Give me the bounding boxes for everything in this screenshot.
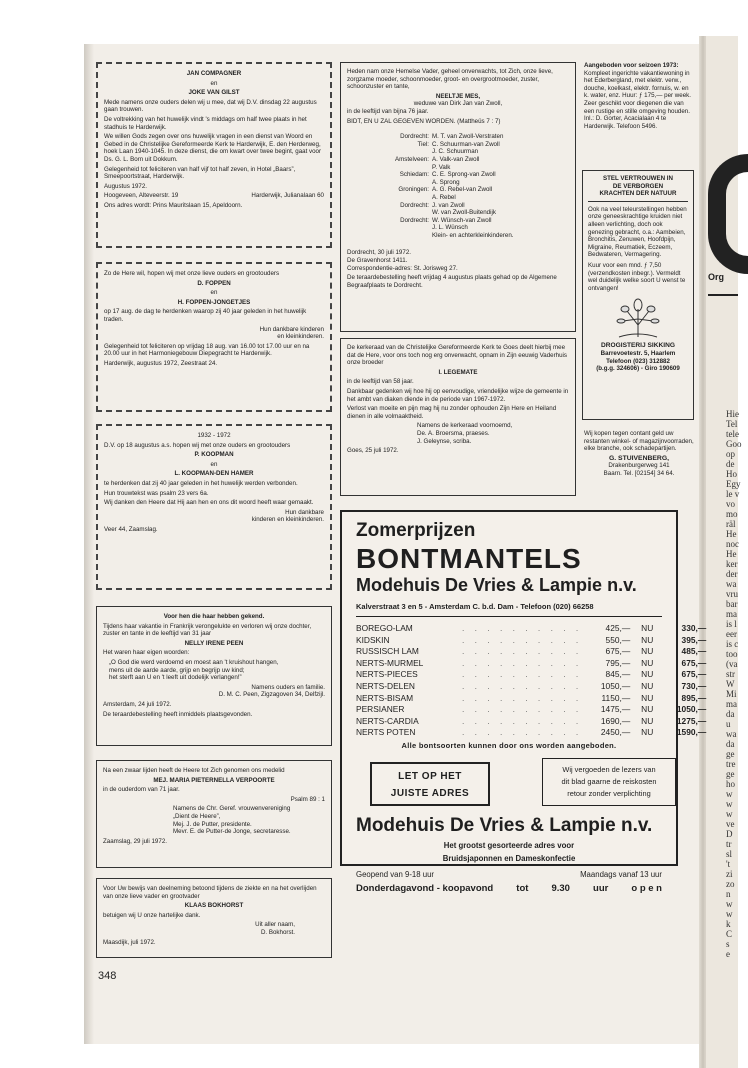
- paragraph: Heden nam onze Hemelse Vader, geheel onverwachts, tot Zich, onze lieve, zorgzame moeder, schoonmoeder, groot- en overgrootmoeder, zuster, schoonzuster en tante,: [347, 68, 553, 91]
- paragraph: Dankbaar gedenken wij hoe hij op eenvoudige, vriendelijke wijze de gemeente in het ambt van diaken diende in de periode van 1967-1972.: [347, 387, 569, 403]
- new-price: 1590,—: [676, 727, 707, 738]
- paragraph: Mede namens onze ouders delen wij u mee, dat wij D.V. dinsdag 22 augustus gaan trouwen.: [104, 98, 317, 114]
- next-page-fragment-line: W: [726, 679, 735, 689]
- family-place: [367, 209, 429, 217]
- old-price: 1050,—: [600, 680, 631, 691]
- new-price: 730,—: [681, 680, 707, 691]
- next-page-fragment-line: vo: [726, 499, 735, 509]
- thanks: kinderen en kleinkinderen.: [251, 516, 324, 524]
- thanks: en kleinkinderen.: [277, 333, 324, 341]
- old-price: 1150,—: [601, 692, 631, 703]
- name: L. KOOPMAN-DEN HAMER: [174, 470, 254, 478]
- dot-leader: . . . . . . . . . .: [462, 669, 583, 680]
- price-row: [356, 634, 707, 647]
- address: De Gravenhorst 1411.: [347, 257, 408, 265]
- signature: Mevr. E. de Putter-de Jonge, secretaresse.: [173, 828, 291, 836]
- next-page-fragment-line: da: [726, 709, 735, 719]
- dot-leader: . . . . . . . . . .: [462, 715, 583, 726]
- next-page-fragment-line: is c: [726, 639, 739, 649]
- next-page-fragment-line: str: [726, 669, 735, 679]
- new-price: 395,—: [681, 634, 707, 645]
- intro: D.V. op 18 augustus a.s. hopen wij met onze ouders en grootouders: [104, 441, 291, 449]
- next-page-fragment-line: mo: [726, 509, 738, 519]
- family-place: Dordrecht:: [400, 201, 429, 209]
- announcement-foppen: [96, 262, 332, 412]
- announcement-compagner: [96, 62, 332, 248]
- name: G. STUIVENBERG,: [608, 454, 670, 462]
- date: Goes, 25 juli 1972.: [347, 447, 399, 455]
- thanks: Hun dankbare: [285, 508, 324, 516]
- obituary-mes: [340, 62, 576, 332]
- family-place: [367, 164, 429, 172]
- next-page-fragment-line: Ho: [726, 469, 737, 479]
- family-names: P. Valk: [432, 163, 451, 171]
- old-price: 2450,—: [600, 727, 631, 738]
- ad-title: BONTMANTELS: [356, 543, 582, 574]
- family-place: Dordrecht:: [400, 216, 429, 224]
- phone: Baarn. Tel. [02154] 34 64.: [603, 469, 675, 477]
- price-list: [356, 623, 707, 739]
- dot-leader: . . . . . . . . . .: [462, 680, 583, 691]
- obituary-verpoorte: [96, 760, 332, 868]
- psalm: Psalm 89 : 1: [290, 795, 325, 803]
- dot-leader: . . . . . . . . . .: [462, 657, 583, 668]
- now-label: NU: [641, 623, 654, 633]
- tagline: Bruidsjaponnen en Dameskonfectie: [442, 853, 576, 863]
- paragraph: Kuur voor een mnd. ƒ 7,50 (verzendkosten inbegr.). Vermeldt wel duidelijk welke soort U wenst te ontvangen!: [588, 261, 686, 292]
- funeral-note: De teraardebestelling heeft vrijdag 4 augustus plaats gehad op de Algemene Begraafplaats te Dordrecht.: [347, 274, 557, 289]
- next-page-fragment-line: tre: [726, 759, 736, 769]
- fur-type: NERTS-PIECES: [356, 669, 418, 680]
- next-page-fragment-line: noc: [726, 539, 739, 549]
- next-page-fragment-line: bar: [726, 599, 738, 609]
- price-row: [356, 646, 707, 658]
- next-page-fragment-line: sl: [726, 849, 733, 859]
- next-page-fragment-line: C: [726, 929, 733, 939]
- herb-illustration: [611, 295, 665, 339]
- fur-type: NERTS-DELEN: [356, 680, 415, 691]
- family-place: [367, 224, 429, 232]
- hours-weekday: Geopend van 9-18 uur: [356, 869, 435, 879]
- notice-line: Wij vergoeden de lezers van: [562, 764, 656, 774]
- date: Augustus 1972.: [104, 182, 148, 190]
- future-address: Ons adres wordt: Prins Mauritslaan 15, Apeldoorn.: [104, 201, 243, 209]
- fur-type: NERTS-MURMEL: [356, 657, 424, 668]
- paragraph: We willen Gods zegen over ons huwelijk vragen in een dienst van Woord en Gebed in de Christelijke Gereformeerde Kerk te Harderwijk, E. den Herderweg, hoek Laan 1940-1045. In deze dienst, die om kwart over twee begint, gaat voor Ds. G. L. Born uit Dokkum.: [104, 133, 322, 163]
- next-page-fragment-line: (va: [726, 659, 738, 669]
- next-page-fragment-line: op: [726, 449, 735, 459]
- shop-address: Barrevoetestr. 5, Haarlem: [600, 349, 676, 357]
- correspondence: Correspondentie-adres: St. Jorisweg 27.: [347, 264, 458, 272]
- name: I. LEGEMATE: [438, 368, 478, 376]
- next-page-fragment-line: vru: [726, 589, 738, 599]
- old-price: 1690,—: [600, 715, 631, 726]
- next-page-fragment-line: 't: [726, 859, 731, 869]
- place-date: Harderwijk, augustus 1972, Zeestraat 24.: [104, 359, 218, 367]
- paragraph: Verlost van moeite en pijn mag hij nu zonder ophouden Zijn Here en Heiland dienen in alle volmaaktheid.: [347, 405, 557, 420]
- next-page-fragment-line: D: [726, 829, 733, 839]
- now-label: NU: [641, 680, 654, 691]
- dot-leader: . . . . . . . . . .: [462, 623, 583, 633]
- paragraph: Kompleet ingerichte vakantiewoning in het Ederbergland, met elektr. verw., douche, koelkast, elektr. fornuis, w. en k. water, enz. Huur: ƒ 175,— per week. Zeer geschikt voor diegenen die van een rustige en stille omgeving houden.: [584, 69, 691, 115]
- old-price: 845,—: [605, 669, 631, 680]
- shop-address: Kalverstraat 3 en 5 - Amsterdam C. b.d. Dam - Telefoon (020) 66258: [356, 602, 662, 617]
- signature: „Dient de Heere”,: [173, 812, 221, 820]
- age: in de ouderdom van 71 jaar.: [103, 786, 180, 794]
- name: NELLY IRENE PEEN: [184, 639, 244, 647]
- next-page-fragment-line: ge: [726, 769, 735, 779]
- signature: Namens de Chr. Geref. vrouwenvereniging: [173, 805, 291, 813]
- family-names: A. Valk-van Zwoll: [432, 155, 480, 163]
- fur-type: NERTS-CARDIA: [356, 715, 419, 726]
- family-place: Schiedam:: [399, 171, 429, 179]
- next-page-fragment-line: u: [726, 719, 731, 729]
- tagline: Het grootst gesorteerde adres voor: [443, 840, 575, 850]
- name: H. FOPPEN-JONGETJES: [177, 298, 251, 306]
- address: Drakenburgerweg 141: [608, 462, 670, 470]
- next-page-fragment-line: Mi: [726, 689, 737, 699]
- paragraph: Voor Uw bewijs van deelneming betoond tijdens de ziekte en na het overlijden van onze lieve vader en grootvader: [103, 885, 317, 900]
- price-row: [356, 715, 707, 728]
- next-page-fragment-line: is l: [726, 619, 737, 629]
- paragraph: Het waren haar eigen woorden:: [103, 649, 190, 657]
- price-row: [356, 623, 707, 635]
- fur-type: NERTS-BISAM: [356, 692, 414, 703]
- note: De teraardebestelling heeft inmiddels plaatsgevonden.: [103, 710, 253, 718]
- price-row: [356, 680, 707, 693]
- fur-type: PERSIANER: [356, 704, 405, 715]
- family-place: Tiel:: [417, 140, 429, 148]
- next-page-fragment-line: w: [726, 789, 733, 799]
- quote-line: mens uit de aarde aarde, grijp en begrijp uw kind;: [109, 666, 245, 674]
- paragraph: Wij danken den Heere dat Hij aan hen en ons dit woord heeft waar gemaakt.: [104, 499, 314, 507]
- notice-row: [356, 758, 662, 812]
- next-page-fragment-line: tr: [726, 839, 732, 849]
- price-row: [356, 657, 707, 670]
- ad-bontmantels: [340, 510, 707, 894]
- next-page-large-letter: [708, 154, 748, 274]
- paragraph: te herdenken dat zij 40 jaar geleden in het huwelijk werden verbonden.: [104, 479, 298, 487]
- family-place: Dordrecht:: [400, 133, 429, 141]
- fur-type: NERTS POTEN: [356, 727, 416, 738]
- page-shade: [84, 44, 94, 1044]
- now-label: NU: [641, 646, 654, 657]
- age: in de leeftijd van bijna 76 jaar.: [347, 107, 429, 115]
- signature: Mej. J. de Putter, presidente.: [173, 820, 252, 828]
- old-price: 1475,—: [600, 704, 631, 715]
- date: Dordrecht, 30 juli 1972.: [347, 249, 411, 257]
- family-names: W. Wünsch-van Zwoll: [432, 216, 492, 224]
- old-price: 675,—: [605, 646, 631, 657]
- conjunction: en: [210, 460, 218, 468]
- next-page-fragment-line: le v: [726, 489, 740, 499]
- price-row: [356, 704, 707, 716]
- new-price: 330,—: [681, 623, 707, 633]
- heading: Voor hen die haar hebben gekend.: [163, 613, 265, 620]
- next-page-fragment-line: He: [726, 549, 737, 559]
- verse: BIDT, EN U ZAL GEGEVEN WORDEN. (Mattheüs 7 : 7): [347, 117, 501, 125]
- family-names: Klein- en achterkleinkinderen.: [432, 231, 514, 239]
- now-label: NU: [641, 669, 654, 680]
- name: P. KOOPMAN: [194, 451, 234, 459]
- heading: KRACHTEN DER NATUUR: [588, 190, 688, 202]
- thanks-bokhorst: [96, 878, 332, 958]
- next-page-fragment-line: Tel: [726, 419, 738, 429]
- price-row: [356, 669, 707, 681]
- paragraph: Ook na veel teleurstellingen hebben onze geneeskrachtige kruiden niet alleen verlichting, doch ook genezing gebracht, o.a.: Aambeien, Bronchitis, Zenuwen, Hoofdpijn, Migraine, Reumatiek, Eczeem, Bedwateren, Vermagering.: [588, 205, 687, 259]
- family-names: C. E. Sprong-van Zwoll: [432, 171, 496, 179]
- new-price: 675,—: [681, 669, 707, 680]
- now-label: NU: [641, 657, 654, 668]
- signature: Namens ouders en familie.: [251, 683, 325, 691]
- fur-type: RUSSISCH LAM: [356, 646, 419, 657]
- new-price: 1050,—: [676, 704, 707, 715]
- dot-leader: . . . . . . . . . .: [462, 646, 583, 657]
- travel-cost-box: [542, 758, 676, 806]
- old-price: 425,—: [605, 623, 631, 633]
- next-page-fragment-line: w: [726, 899, 733, 909]
- next-page-fragment-line: ma: [726, 699, 737, 709]
- paragraph: betuigen wij U onze hartelijke dank.: [103, 911, 201, 919]
- price-row: [356, 692, 707, 705]
- quote-line: het sterft aan U en 't leeft uit dodelijk verlangen!”: [109, 674, 242, 682]
- ad-drogisterij-sikking: [582, 170, 694, 420]
- conjunction: en: [210, 289, 218, 297]
- next-page-fragment-line: eer: [726, 629, 737, 639]
- late-opening: [356, 883, 662, 894]
- signature: D. M. C. Peen, Zigzagoven 34, Delfzijl.: [218, 691, 325, 699]
- signature: J. Geleynse, scriba.: [417, 437, 472, 445]
- name: KLAAS BOKHORST: [184, 902, 244, 910]
- opening-hours: [356, 870, 662, 879]
- family-place: Groningen:: [398, 186, 429, 194]
- thanks: Hun dankbare kinderen: [259, 325, 324, 333]
- paragraph: Tijdens haar vakantie in Frankrijk verongelukte en verloren wij onze dochter, zuster en tante in de leeftijd van 31 jaar: [103, 622, 312, 638]
- family-place: [367, 179, 429, 187]
- next-page-fragment-line: Goo: [726, 439, 742, 449]
- new-price: 895,—: [681, 692, 707, 703]
- heading: Aangeboden voor seizoen 1973:: [584, 62, 679, 69]
- date: Amsterdam, 24 juli 1972.: [103, 700, 172, 708]
- dot-leader: . . . . . . . . . .: [462, 704, 583, 715]
- conjunction: en: [210, 79, 218, 87]
- family-names: A. Sprong: [432, 178, 460, 186]
- paragraph: Wij kopen tegen contant geld uw restanten winkel- of magazijnvoorraden, elke branche, ook schadepartijen.: [584, 430, 694, 453]
- addresses: [104, 192, 324, 200]
- shop-name: Modehuis De Vries & Lampie n.v.: [356, 575, 637, 595]
- shop-name: DROGISTERIJ SIKKING: [600, 342, 675, 350]
- price-row: [356, 727, 707, 739]
- family-place: [367, 232, 429, 240]
- dot-leader: . . . . . . . . . .: [462, 727, 583, 738]
- name: NEELTJE MES,: [435, 92, 481, 100]
- place: Veer 44, Zaamslag.: [104, 525, 158, 533]
- next-page-fragment-line: ve: [726, 819, 735, 829]
- next-page-fragment-line: der: [726, 569, 738, 579]
- new-price: 1275,—: [676, 715, 707, 726]
- late-opening-tot: tot: [516, 882, 529, 894]
- next-page-fragment-line: Egy: [726, 479, 741, 489]
- signature: Namens de kerkeraad voornoemd,: [417, 422, 513, 430]
- old-price: 550,—: [605, 634, 631, 645]
- correct-address-box: [370, 762, 490, 806]
- summer-prices-label: Zomerprijzen: [356, 520, 476, 541]
- paragraph: De voltrekking van het huwelijk vindt 's middags om half twee plaats in het stadhuis te Harderwijk.: [104, 115, 307, 131]
- family-place: [367, 148, 429, 156]
- notice-line: retour zonder verplichting: [567, 788, 651, 798]
- paragraph: Hun trouwtekst was psalm 23 vers 6a.: [104, 489, 209, 497]
- next-page-fragment-line: He: [726, 529, 737, 539]
- notice-line: LET OP HET: [398, 770, 462, 782]
- date: Maasdijk, juli 1972.: [103, 938, 156, 946]
- paragraph: De kerkeraad van de Christelijke Gereformeerde Kerk te Goes deelt hierbij mee dat de Here, voor ons toch nog erg onverwacht, opnam in Zijn eeuwig Vaderhuis onze broeder: [347, 344, 568, 367]
- signature: D. Bokhorst.: [260, 928, 295, 936]
- age: in de leeftijd van 58 jaar.: [347, 378, 414, 386]
- family-names: J. L. Wünsch: [432, 224, 468, 232]
- shop-phone: Telefoon (023) 312882: [606, 357, 670, 365]
- announcement-koopman: [96, 424, 332, 590]
- paragraph: Gelegenheid tot feliciteren op vrijdag 18 aug. van 16.00 tot 17.00 uur en na 20.00 uur in het Harmoniegebouw Diepegracht te Harderwijk.: [104, 342, 310, 358]
- heading: DE VERBORGEN: [612, 182, 664, 190]
- now-label: NU: [641, 692, 654, 703]
- next-page-fragment-line: w: [726, 909, 733, 919]
- late-opening-uur: uur: [593, 882, 609, 894]
- next-page-fragment-line: ker: [726, 559, 738, 569]
- late-opening-open: o p e n: [631, 882, 662, 894]
- address-right: Harderwijk, Julianalaan 60: [251, 192, 324, 200]
- now-label: NU: [641, 634, 654, 645]
- next-page-fragment-line: n: [726, 889, 731, 899]
- family-list: [367, 133, 569, 239]
- all-furs-note: Alle bontsoorten kunnen door ons worden aangeboden.: [401, 740, 617, 750]
- fur-type: BOREGO-LAM: [356, 623, 413, 633]
- next-page-fragment-line: da: [726, 739, 735, 749]
- next-page-rule: [708, 294, 738, 296]
- next-page-fragment-line: tele: [726, 429, 739, 439]
- next-page-fragment-line: too: [726, 649, 738, 659]
- dot-leader: . . . . . . . . . .: [462, 692, 583, 703]
- family-place: Amstelveen:: [394, 155, 429, 163]
- family-names: C. Schuurman-van Zwoll: [432, 140, 500, 148]
- next-page-fragment-line: räl: [726, 519, 736, 529]
- address-left: Hoogeveen, Alteveerstr. 19: [104, 192, 179, 200]
- page-number: 348: [98, 970, 117, 982]
- late-opening-day: Donderdagavond - koopavond: [356, 882, 494, 894]
- family-names: W. van Zwoll-Buitendijk: [432, 209, 496, 217]
- notice-line: dit blad gaarne de reiskosten: [561, 776, 657, 786]
- next-page-fragment-line: wa: [726, 729, 737, 739]
- quote-line: „O God die werd verdoemd en moest aan 't kruishout hangen,: [109, 658, 279, 666]
- dot-leader: . . . . . . . . . .: [462, 634, 583, 645]
- next-page-fragment-line: w: [726, 809, 733, 819]
- intro: Zo de Here wil, hopen wij met onze lieve ouders en grootouders: [104, 270, 280, 277]
- heading: STEL VERTROUWEN IN: [602, 175, 673, 182]
- signature: Uit aller naam,: [255, 921, 295, 929]
- family-place: [367, 194, 429, 202]
- next-page-fragment: [705, 36, 742, 1068]
- next-page-fragment-line: w: [726, 799, 733, 809]
- notice-line: JUISTE ADRES: [390, 787, 470, 799]
- ad-vakantiewoning: [582, 62, 696, 162]
- next-page-fragment-line: ma: [726, 609, 737, 619]
- next-page-text-fragments: [726, 409, 740, 959]
- next-page-fragment-line: e: [726, 949, 730, 959]
- shop-name-bottom: Modehuis De Vries & Lampie n.v.: [356, 814, 653, 836]
- hours-monday: Maandags vanaf 13 uur: [580, 869, 662, 879]
- next-page-fragment-line: zi: [726, 869, 733, 879]
- family-names: J. van Zwoll: [432, 201, 465, 209]
- fur-type: KIDSKIN: [356, 634, 390, 645]
- now-label: NU: [641, 704, 654, 715]
- next-page-fragment-line: Hie: [726, 409, 739, 419]
- family-names: M. T. van Zwoll-Verstraten: [432, 133, 504, 141]
- next-page-fragment-line: de: [726, 459, 735, 469]
- paragraph: Na een zwaar lijden heeft de Heere tot Zich genomen ons medelid: [103, 767, 285, 774]
- bride-name: JOKE VAN GILST: [188, 89, 240, 97]
- obituary-legemate: [340, 338, 576, 496]
- signature: De. A. Broersma, praeses.: [417, 429, 490, 437]
- widow: weduwe van Dirk Jan van Zwoll,: [413, 100, 503, 108]
- new-price: 675,—: [681, 657, 707, 668]
- next-page-fragment-line: ge: [726, 749, 735, 759]
- next-page-fragment-line: zo: [726, 879, 735, 889]
- paragraph: Gelegenheid tot feliciteren van half vijf tot half zeven, in Hotel „Baars”, Smeepoortstraat, Harderwijk.: [104, 165, 296, 181]
- years: 1932 - 1972: [197, 432, 231, 439]
- old-price: 795,—: [605, 657, 631, 668]
- name: D. FOPPEN: [197, 279, 231, 287]
- next-page-fragment-line: ho: [726, 779, 735, 789]
- shop-giro: (b.g.g. 324606) - Giro 190609: [596, 365, 680, 373]
- contact: Inl.: D. Gorter, Acacialaan 4 te Harderwijk. Telefoon 5496.: [584, 115, 667, 130]
- obituary-peen: [96, 606, 332, 746]
- next-page-org: Org: [708, 272, 725, 282]
- groom-name: JAN COMPAGNER: [186, 70, 242, 77]
- next-page-fragment-line: s: [726, 939, 730, 949]
- name: MEJ. MARIA PIETERNELLA VERPOORTE: [153, 776, 275, 784]
- paragraph: op 17 aug. de dag te herdenken waarop zij 40 jaar geleden in het huwelijk traden.: [104, 308, 307, 323]
- family-names: J. C. Schuurman: [432, 148, 479, 156]
- late-opening-time: 9.30: [551, 882, 570, 894]
- ad-stuivenberg: [582, 430, 696, 504]
- family-names: A. Rebel: [432, 193, 456, 201]
- family-names: A. G. Rebel-van Zwoll: [432, 186, 493, 194]
- now-label: NU: [641, 715, 654, 726]
- date: Zaamslag, 29 juli 1972.: [103, 837, 167, 845]
- new-price: 485,—: [681, 646, 707, 657]
- next-page-fragment-line: k: [726, 919, 731, 929]
- next-page-fragment-line: wa: [726, 579, 737, 589]
- now-label: NU: [641, 727, 654, 738]
